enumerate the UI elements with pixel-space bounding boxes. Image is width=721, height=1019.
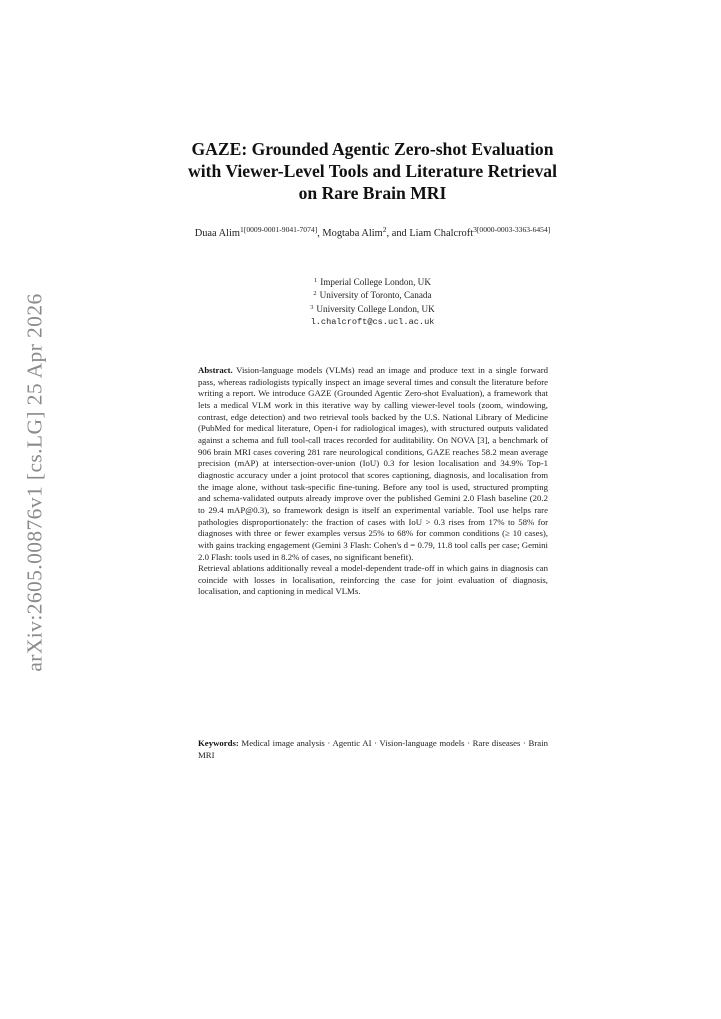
abstract-heading: Abstract. — [198, 365, 233, 375]
affiliation-line — [200, 303, 545, 316]
keywords — [198, 738, 548, 761]
title-line: GAZE: Grounded Agentic Zero-shot Evaluation — [191, 139, 554, 159]
arxiv-side-stamp — [22, 292, 48, 672]
author-affiliation-mark: 3[0000-0003-3363-6454] — [473, 225, 551, 234]
author-list — [160, 224, 585, 243]
affiliation-text: Imperial College London, UK — [320, 277, 431, 287]
author-name: , Mogtaba Alim — [317, 228, 383, 239]
arxiv-identifier: arXiv:2605.00876v1 [cs.LG] 25 Apr 2026 — [22, 292, 47, 672]
affiliation-line — [200, 289, 545, 302]
author-name: , and Liam Chalcroft — [386, 228, 474, 239]
title-line: with Viewer-Level Tools and Literature Retrieval — [188, 161, 557, 181]
affiliation-text: University College London, UK — [316, 303, 435, 314]
author-affiliation-mark: 2 — [382, 225, 387, 234]
contact-email[interactable]: l.chalcroft@cs.ucl.ac.uk — [310, 316, 435, 327]
keywords-heading: Keywords: — [198, 738, 239, 748]
paper-title — [140, 138, 605, 204]
abstract-body-continued: Retrieval ablations additionally reveal a model-dependent trade-off in which gains in diagnosis can coincide with losses in localisation, reinforcing the case for joint evaluation of diagnosis, localisation, and captioning in medical VLMs. — [198, 563, 548, 597]
affiliations — [200, 276, 545, 329]
affiliation-mark: 3 — [310, 303, 314, 311]
author-affiliation-mark: 1[0009-0001-9041-7074] — [240, 225, 318, 234]
abstract — [198, 365, 548, 598]
affiliation-line — [200, 276, 545, 289]
affiliation-mark: 1 — [314, 277, 318, 284]
author-name: Duaa Alim — [194, 228, 241, 239]
affiliation-mark: 2 — [313, 290, 317, 298]
title-line: on Rare Brain MRI — [298, 183, 447, 203]
affiliation-text: University of Toronto, Canada — [319, 290, 432, 301]
keywords-body: Medical image analysis · Agentic AI · Vision-language models · Rare diseases · Brain MRI — [198, 738, 548, 760]
abstract-body: Vision-language models (VLMs) read an image and produce text in a single forward pass, whereas radiologists typically inspect an image several times and consult the literature before writing a report. We introduce GAZE (Grounded Agentic Zero-shot Evaluation), a framework that lets a medical VLM work in this iterative way by calling viewer-level tools (zoom, windowing, contrast, edge detection) and two retrieval tools backed by the U.S. National Library of Medicine (PubMed for medical literature, Open-i for radiological images), with structured outputs validated against a schema and full tool-call traces recorded for auditability. On NOVA [3], a benchmark of 906 brain MRI cases covering 281 rare neurological conditions, GAZE reaches 58.2 mean average precision (mAP) at intersection-over-union (IoU) 0.3 for lesion localisation and 34.9% Top-1 diagnostic accuracy under a joint protocol that scores captioning, diagnosis, and localisation from the image alone, without task-specific fine-tuning. Before any tool is used, structured prompting and schema-validated outputs already improve over the published Gemini 2.0 Flash baseline (20.2 to 29.4 mAP@0.3), so framework design is itself an experimental variable. Tool use helps rare pathologies disproportionately: the fraction of cases with IoU > 0.3 rises from 17% to 58% for diagnoses with three or fewer examples versus 25% to 68% for common conditions (≥ 10 cases), with gains tracking engagement (Gemini 3 Flash: Cohen's d = 0.79, 11.8 tool calls per case; Gemini 2.0 Flash: tools used in 8.2% of cases, no significant benefit). — [198, 365, 548, 562]
